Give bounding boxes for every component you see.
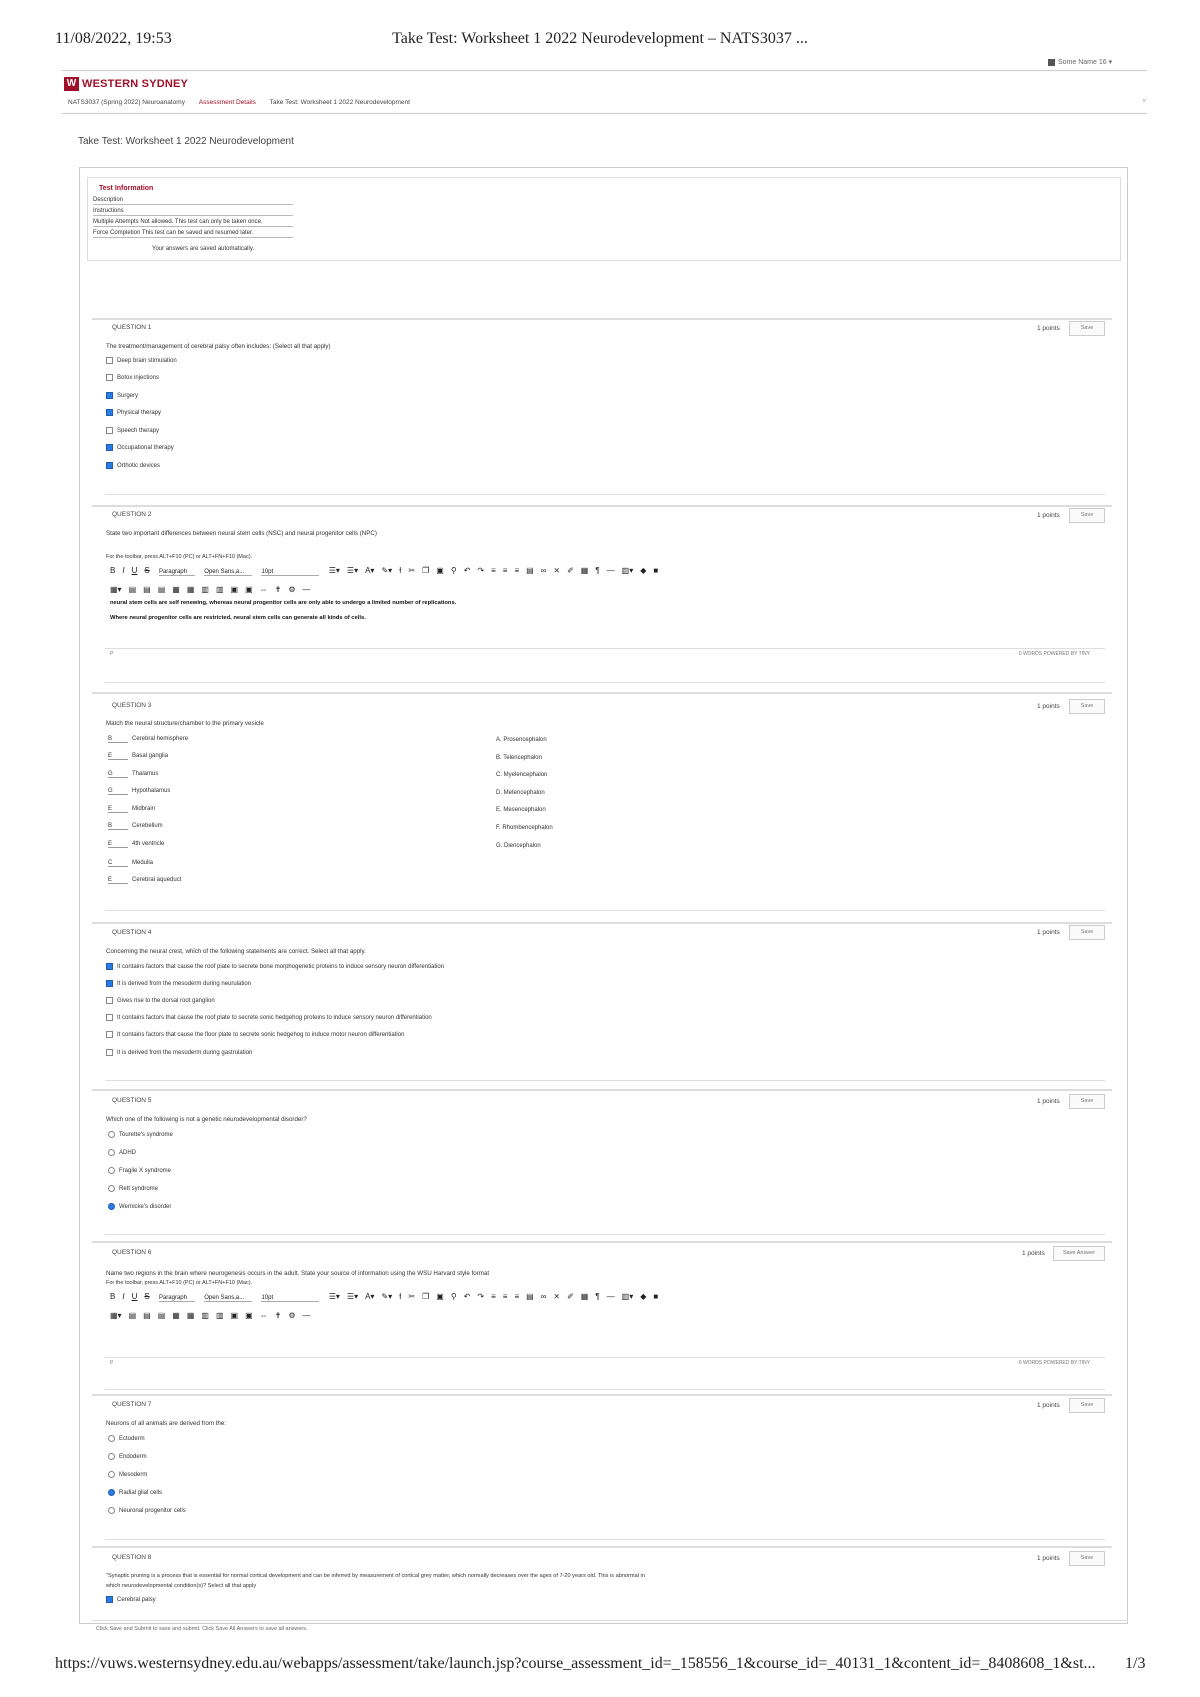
list-icon[interactable]: ☰▾ (328, 566, 340, 575)
test-info-attempts: Multiple Attempts Not allowed. This test can only be taken once. (93, 219, 293, 227)
question-7-option[interactable]: Mesoderm (108, 1471, 147, 1478)
checkbox-checked[interactable] (106, 980, 113, 987)
question-6-text: Name two regions in the brain where neurogenesis occurs in the adult. State your source of information using the WSU Harvard style format (106, 1270, 490, 1277)
print-date: 11/08/2022, 19:53 (55, 30, 172, 47)
question-5-label: QUESTION 5 (112, 1097, 152, 1104)
test-info-heading[interactable]: Test Information (99, 185, 154, 192)
question-1-label: QUESTION 1 (112, 324, 152, 331)
match-answer: D. Metencephalon (496, 790, 545, 796)
question-3-text: Match the neural structure/chamber to the primary vesicle (106, 720, 264, 727)
checkbox-checked[interactable] (106, 392, 113, 399)
question-2-label: QUESTION 2 (112, 511, 152, 518)
radio[interactable] (108, 1435, 115, 1442)
question-divider (92, 1241, 1112, 1243)
special-char-icon[interactable]: ¶ (595, 566, 600, 575)
table-grid-icon[interactable]: ▦▾ (110, 1311, 122, 1320)
italic-icon[interactable]: I (122, 1292, 125, 1301)
anchor-icon[interactable]: ✝ (274, 1311, 282, 1320)
special-char-icon[interactable]: ¶ (595, 1292, 600, 1301)
question-3-save-button[interactable]: Save (1069, 699, 1105, 714)
question-5-option[interactable]: ADHD (108, 1149, 136, 1156)
question-5-option[interactable]: Rett syndrome (108, 1185, 158, 1192)
split-icon[interactable]: ▣ (245, 585, 253, 594)
print-page-number: 1/3 (1125, 1655, 1146, 1672)
split-icon[interactable]: ▣ (245, 1311, 253, 1320)
merge-icon[interactable]: ▣ (230, 1311, 239, 1320)
question-4-option[interactable]: It contains factors that cause the roof plate to secrete bone morphogenetic proteins to induce sensory neuron differentiation (106, 963, 444, 970)
print-url: https://vuws.westernsydney.edu.au/webapps/assessment/take/launch.jsp?course_assessment_id=_158556_1&course_id=_40131_1&content_id=_8408608_1&st... (55, 1655, 1096, 1672)
unlink-icon[interactable]: ⨯ (553, 566, 561, 575)
cell-icon[interactable]: ▦ (172, 1311, 180, 1320)
media-icon[interactable]: ▦ (580, 566, 589, 575)
cut-icon[interactable]: ✂ (408, 566, 416, 575)
radio[interactable] (108, 1185, 115, 1192)
question-1-points: 1 points (1037, 325, 1060, 332)
editor-toolbar (110, 566, 665, 580)
unlink-icon[interactable]: ⨯ (553, 1292, 561, 1301)
find-icon[interactable]: ⚲ (450, 566, 457, 575)
question-divider (92, 1089, 1112, 1091)
match-row: B Cerebral hemisphere (108, 736, 189, 742)
question-divider (92, 505, 1112, 507)
radio[interactable] (108, 1149, 115, 1156)
question-7-points: 1 points (1037, 1402, 1060, 1409)
paste-icon[interactable]: ▣ (436, 1292, 444, 1301)
question-6-points: 1 points (1022, 1250, 1045, 1257)
embed-icon[interactable]: ⇔ (259, 585, 268, 594)
question-1-text: The treatment/management of cerebral palsy often includes: (Select all that apply) (106, 343, 331, 350)
question-4-option[interactable]: It contains factors that cause the floor plate to secrete sonic hedgehog to induce motor neuron differentiation (106, 1031, 404, 1038)
question-1-option[interactable]: Surgery (106, 392, 138, 399)
test-info-force-completion: Force Completion This test can be saved and resumed later. (93, 230, 293, 238)
question-5-save-button[interactable]: Save (1069, 1094, 1105, 1109)
copy-icon[interactable]: ❐ (422, 1292, 430, 1301)
match-answer: F. Rhombencephalon (496, 825, 553, 831)
match-answer: G. Diencephalon (496, 843, 541, 849)
question-1-option[interactable]: Orthotic devices (106, 462, 160, 469)
copy-icon[interactable]: ❐ (422, 566, 430, 575)
checkbox[interactable] (106, 374, 113, 381)
hr-icon[interactable]: — (606, 566, 615, 575)
question-divider (92, 922, 1112, 924)
checkbox[interactable] (106, 997, 113, 1004)
align-left-icon[interactable]: ≡ (491, 566, 496, 575)
embed-icon[interactable]: ⇔ (259, 1311, 268, 1320)
col-icon[interactable]: ▥ (215, 585, 224, 594)
question-7-text: Neurons of all animals are derived from the: (106, 1420, 227, 1427)
logo[interactable] (64, 75, 188, 91)
media-icon[interactable]: ▦ (580, 1292, 589, 1301)
question-8-text-cont: which neurodevelopmental condition(s)? Select all that apply (106, 1583, 257, 1589)
size-select[interactable]: 10pt (261, 1295, 319, 1302)
toolbar-hint: For the toolbar, press ALT+F10 (PC) or ALT+FN+F10 (Mac). (106, 1280, 253, 1286)
match-answer: C. Myelencephalon (496, 772, 548, 778)
question-end-line (105, 1080, 1105, 1081)
editor-toolbar (110, 1292, 665, 1306)
ordered-list-icon[interactable]: ☰▾ (346, 566, 359, 575)
merge-icon[interactable]: ▣ (230, 585, 239, 594)
table-grid-icon[interactable]: ▦▾ (110, 585, 122, 594)
clear-format-icon[interactable]: Ɨ (399, 566, 402, 575)
match-select[interactable]: E (108, 753, 128, 760)
code-icon[interactable]: ◆ (640, 566, 647, 575)
underline-icon[interactable]: U (131, 566, 138, 575)
question-7-option[interactable]: Ectoderm (108, 1435, 145, 1442)
checkbox[interactable] (106, 357, 113, 364)
radio-selected[interactable] (108, 1203, 115, 1210)
editor-status (110, 651, 1090, 657)
question-6-label: QUESTION 6 (112, 1249, 152, 1256)
question-5-points: 1 points (1037, 1098, 1060, 1105)
font-select[interactable]: Open Sans,a... (204, 569, 252, 576)
undo-icon[interactable]: ↶ (463, 566, 471, 575)
question-7-save-button[interactable]: Save (1069, 1398, 1105, 1413)
radio[interactable] (108, 1167, 115, 1174)
radio-selected[interactable] (108, 1489, 115, 1496)
test-information (87, 177, 1121, 261)
question-7-option[interactable]: Endoderm (108, 1453, 147, 1460)
editor-path: P (110, 651, 114, 657)
radio[interactable] (108, 1507, 115, 1514)
anchor-icon[interactable]: ✝ (274, 585, 282, 594)
link-icon[interactable]: ∞ (540, 1292, 547, 1301)
match-select[interactable]: E (108, 806, 128, 813)
match-row: E 4th ventricle (108, 841, 165, 847)
question-divider (92, 1546, 1112, 1548)
checkbox[interactable] (106, 1031, 113, 1038)
highlight-icon[interactable]: ✎▾ (381, 566, 393, 575)
question-end-line (105, 494, 1105, 495)
ordered-list-icon[interactable]: ☰▾ (346, 1292, 359, 1301)
question-divider (92, 318, 1112, 320)
breadcrumb-course[interactable]: NATS3037 (Spring 2022) Neuroanatomy (68, 99, 185, 106)
link-icon[interactable]: ∞ (540, 566, 547, 575)
question-end-line (105, 910, 1105, 911)
question-2-save-button[interactable]: Save (1069, 508, 1105, 523)
col-icon[interactable]: ▥ (201, 1311, 209, 1320)
question-4-option[interactable]: It is derived from the mesoderm during neurulation (106, 980, 251, 987)
highlight-icon[interactable]: ✎▾ (381, 1292, 393, 1301)
row-icon[interactable]: ▤ (143, 1311, 151, 1320)
question-2-answer-line-2[interactable]: Where neural progenitor cells are restricted, neural stem cells can generate all kinds of cells. (110, 615, 366, 621)
table-icon[interactable]: ▥▾ (621, 1292, 634, 1301)
test-info-description: Description (93, 197, 293, 205)
question-7-option[interactable]: Radial glial cells (108, 1489, 162, 1496)
breadcrumb (68, 99, 410, 106)
test-info-instructions: Instructions (93, 208, 293, 216)
question-8-points: 1 points (1037, 1555, 1060, 1562)
editor-divider (105, 648, 1105, 649)
settings-icon[interactable]: ⚙ (288, 1311, 296, 1320)
question-end-line (105, 1539, 1105, 1540)
question-5-option[interactable]: Wernicke's disorder (108, 1203, 171, 1210)
question-3-points: 1 points (1037, 703, 1060, 710)
hr-icon[interactable]: — (606, 1292, 615, 1301)
find-icon[interactable]: ⚲ (450, 1292, 457, 1301)
checkbox-checked[interactable] (106, 1596, 113, 1603)
match-row: C Medulla (108, 860, 154, 866)
text-color-icon[interactable]: A▾ (365, 566, 375, 575)
print-header (0, 30, 1200, 52)
fullscreen-icon[interactable]: ■ (653, 1292, 659, 1301)
strikethrough-icon[interactable]: S (144, 1292, 150, 1301)
question-6-save-button[interactable]: Save Answer (1053, 1246, 1105, 1261)
row-icon[interactable]: ▤ (157, 1311, 166, 1320)
cell-icon[interactable]: ▦ (172, 585, 180, 594)
row-icon[interactable]: ▤ (143, 585, 151, 594)
question-5-text: Which one of the following is not a genetic neurodevelopmental disorder? (106, 1116, 307, 1123)
cell-icon[interactable]: ▦ (186, 585, 195, 594)
question-7-option[interactable]: Neuronal progenitor cells (108, 1507, 186, 1514)
question-4-save-button[interactable]: Save (1069, 925, 1105, 940)
question-5-option[interactable]: Tourette's syndrome (108, 1131, 173, 1138)
question-4-text: Concerning the neural crest, which of the following statements are correct. Select all that apply. (106, 948, 366, 955)
match-row: G Hypothalamus (108, 788, 171, 794)
row-icon[interactable]: ▤ (157, 585, 166, 594)
user-avatar-icon (1048, 59, 1055, 66)
redo-icon[interactable]: ↷ (477, 1292, 485, 1301)
question-4-option[interactable]: It contains factors that cause the roof plate to secrete sonic hedgehog proteins to induce sensory neuron differentiation (106, 1014, 432, 1021)
italic-icon[interactable]: I (122, 566, 125, 575)
list-icon[interactable]: ☰▾ (328, 1292, 340, 1301)
settings-icon[interactable]: ⚙ (288, 585, 296, 594)
match-select[interactable]: B (108, 736, 128, 743)
hr2-icon[interactable]: — (302, 1311, 311, 1320)
footer-note: Click Save and Submit to save and submit. Click Save All Answers to save all answers. (96, 1626, 308, 1632)
radio[interactable] (108, 1471, 115, 1478)
redo-icon[interactable]: ↷ (477, 566, 485, 575)
checkbox-checked[interactable] (106, 409, 113, 416)
image-icon[interactable]: ✐ (567, 566, 574, 575)
word-count: 0 WORDS POWERED BY TINY (1018, 651, 1090, 657)
print-title: Take Test: Worksheet 1 2022 Neurodevelopment – NATS3037 ... (392, 30, 808, 47)
checkbox-checked[interactable] (106, 963, 113, 970)
text-color-icon[interactable]: A▾ (365, 1292, 375, 1301)
top-divider (62, 70, 1147, 71)
checkbox[interactable] (106, 1049, 113, 1056)
question-end-line (105, 1234, 1105, 1235)
question-2-points: 1 points (1037, 512, 1060, 519)
editor-toolbar-row2 (110, 1311, 318, 1325)
cut-icon[interactable]: ✂ (408, 1292, 416, 1301)
editor-divider (105, 1357, 1105, 1358)
match-row: G Thalamus (108, 771, 159, 777)
align-left-icon[interactable]: ≡ (491, 1292, 496, 1301)
checkbox[interactable] (106, 1014, 113, 1021)
fullscreen-icon[interactable]: ■ (653, 566, 659, 575)
match-answer: A. Prosencephalon (496, 737, 547, 743)
match-answer: E. Mesencephalon (496, 807, 546, 813)
table-icon[interactable]: ▥▾ (621, 566, 634, 575)
hr2-icon[interactable]: — (302, 585, 311, 594)
paragraph-select[interactable]: Paragraph (159, 569, 195, 576)
match-row: E Basal ganglia (108, 753, 169, 759)
question-3-label: QUESTION 3 (112, 702, 152, 709)
match-select[interactable]: E (108, 841, 128, 848)
breadcrumb-divider (62, 113, 1147, 114)
question-1-option[interactable]: Deep brain stimulation (106, 357, 177, 364)
radio[interactable] (108, 1453, 115, 1460)
justify-icon[interactable]: ▤ (526, 1292, 534, 1301)
match-select[interactable]: C (108, 860, 128, 867)
match-row: E Cerebral aqueduct (108, 877, 182, 883)
font-select[interactable]: Open Sans,a... (204, 1295, 252, 1302)
code-icon[interactable]: ◆ (640, 1292, 647, 1301)
breadcrumb-page: Take Test: Worksheet 1 2022 Neurodevelopment (269, 99, 410, 106)
bold-icon[interactable]: B (110, 1292, 116, 1301)
question-4-option[interactable]: It is derived from the mesoderm during gastrulation (106, 1049, 252, 1056)
align-center-icon[interactable]: ≡ (502, 1292, 508, 1301)
question-8-save-button[interactable]: Save (1069, 1551, 1105, 1566)
editor-toolbar-row2 (110, 585, 318, 599)
col-icon[interactable]: ▥ (201, 585, 209, 594)
match-select[interactable]: G (108, 771, 128, 778)
match-select[interactable]: E (108, 877, 128, 884)
undo-icon[interactable]: ↶ (463, 1292, 471, 1301)
justify-icon[interactable]: ▤ (526, 566, 534, 575)
test-info-note: Your answers are saved automatically. (152, 246, 255, 252)
editor-path: P (110, 1360, 114, 1366)
match-row: B Cerebellum (108, 823, 163, 829)
user-menu[interactable]: Some Name 16 ▾ (1048, 58, 1112, 66)
question-7-label: QUESTION 7 (112, 1401, 152, 1408)
logo-mark: W (64, 77, 79, 91)
image-icon[interactable]: ✐ (567, 1292, 574, 1301)
clear-format-icon[interactable]: Ɨ (399, 1292, 402, 1301)
cell-icon[interactable]: ▦ (186, 1311, 195, 1320)
question-4-label: QUESTION 4 (112, 929, 152, 936)
size-select[interactable]: 10pt (261, 569, 319, 576)
editor-status (110, 1360, 1090, 1366)
paste-icon[interactable]: ▣ (436, 566, 444, 575)
match-row: E Midbrain (108, 806, 156, 812)
breadcrumb-section[interactable]: Assessment Details (198, 99, 256, 106)
question-5-option[interactable]: Fragile X syndrome (108, 1167, 171, 1174)
question-1-option[interactable]: Speech therapy (106, 427, 159, 434)
logo-text: WESTERN SYDNEY (82, 77, 189, 90)
question-end-line (105, 682, 1105, 683)
match-select[interactable]: G (108, 788, 128, 795)
question-8-text: "Synaptic pruning is a process that is essential for normal cortical development and can be inferred by measurement of cortical grey matter, which normally decreases over the ages of 7-20 years old. This is abnormal in (106, 1573, 645, 1579)
table-props-icon[interactable]: ▤ (128, 585, 137, 594)
strikethrough-icon[interactable]: S (144, 566, 150, 575)
col-icon[interactable]: ▥ (215, 1311, 224, 1320)
footer-divider (92, 1620, 1128, 1621)
checkbox-checked[interactable] (106, 444, 113, 451)
question-8-option[interactable]: Cerebral palsy (106, 1596, 156, 1603)
question-end-line (105, 1389, 1105, 1390)
align-center-icon[interactable]: ≡ (502, 566, 508, 575)
word-count: 0 WORDS POWERED BY TINY (1018, 1360, 1090, 1366)
underline-icon[interactable]: U (131, 1292, 138, 1301)
test-container (79, 167, 1128, 1624)
question-1-option[interactable]: Physical therapy (106, 409, 161, 416)
question-2-answer-line-1[interactable]: neural stem cells are self renewing, whereas neural progenitor cells are only able to undergo a limited number of replications. (110, 600, 457, 606)
paragraph-select[interactable]: Paragraph (159, 1295, 195, 1302)
question-4-points: 1 points (1037, 929, 1060, 936)
question-1-save-button[interactable]: Save (1069, 321, 1105, 336)
question-4-option[interactable]: Gives rise to the dorsal root ganglion (106, 997, 215, 1004)
match-select[interactable]: B (108, 823, 128, 830)
question-divider (92, 1394, 1112, 1396)
align-right-icon[interactable]: ≡ (514, 1292, 520, 1301)
match-answer: B. Telencephalon (496, 755, 542, 761)
question-2-text: State two important differences between neural stem cells (NSC) and neural progenitor cells (NPC) (106, 530, 377, 537)
checkbox-checked[interactable] (106, 462, 113, 469)
question-1-option[interactable]: Occupational therapy (106, 444, 174, 451)
page-title: Take Test: Worksheet 1 2022 Neurodevelopment (78, 136, 294, 147)
checkbox[interactable] (106, 427, 113, 434)
breadcrumb-chevron-icon[interactable]: ˅ (1142, 98, 1147, 105)
question-1-option[interactable]: Botox injections (106, 374, 159, 381)
align-right-icon[interactable]: ≡ (514, 566, 520, 575)
question-8-label: QUESTION 8 (112, 1554, 152, 1561)
table-props-icon[interactable]: ▤ (128, 1311, 137, 1320)
bold-icon[interactable]: B (110, 566, 116, 575)
radio[interactable] (108, 1131, 115, 1138)
toolbar-hint: For the toolbar, press ALT+F10 (PC) or ALT+FN+F10 (Mac). (106, 554, 253, 560)
question-divider (92, 692, 1112, 694)
